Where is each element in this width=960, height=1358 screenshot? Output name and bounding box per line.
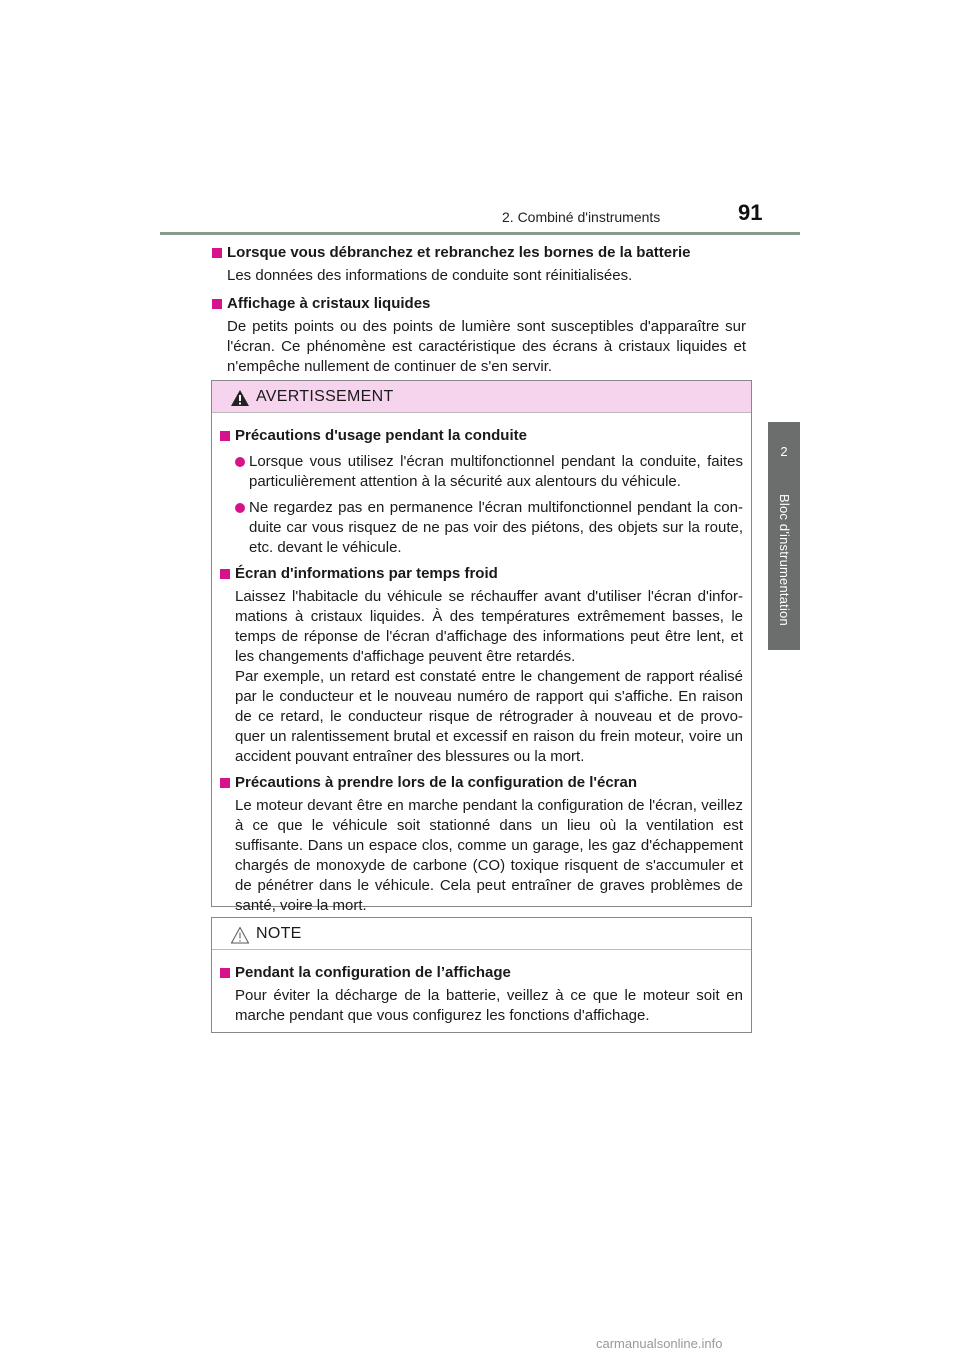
- note-title: NOTE: [256, 925, 302, 942]
- section-heading: [212, 243, 746, 263]
- square-bullet-icon: [212, 299, 222, 309]
- section-heading-text: Lorsque vous débranchez et rebranchez les bornes de la batterie: [227, 244, 691, 261]
- square-bullet-icon: [220, 569, 230, 579]
- warning-triangle-icon: [230, 389, 250, 407]
- warning-box: [211, 380, 752, 914]
- square-bullet-icon: [220, 968, 230, 978]
- warning-heading: [220, 564, 743, 584]
- page-number: 91: [738, 200, 763, 225]
- warning-heading: [220, 426, 743, 446]
- note-body: [212, 950, 751, 1026]
- bullet-text: Lorsque vous utilisez l'écran multifonctionnel pendant la conduite, faites particulièrement attention à la sécurité aux alentours du véhicule.: [249, 453, 743, 490]
- note-text: Pour éviter la décharge de la batterie, veillez à ce que le moteur soit en marche pendant que vous configurez les fonctions d'affichage.: [235, 987, 743, 1024]
- section-text: De petits points ou des points de lumière sont susceptibles d'apparaître sur l'écran. Ce phénomène est caractéristique des écrans à cristaux liquides et n'empêche nullement de continuer de s'en servir.: [227, 318, 746, 375]
- warning-heading-text: Écran d'informations par temps froid: [235, 565, 498, 582]
- chapter-tab-number: 2: [768, 422, 800, 482]
- warning-header: [212, 381, 751, 413]
- square-bullet-icon: [220, 431, 230, 441]
- caution-triangle-icon: [230, 926, 250, 944]
- warning-bullet: [220, 452, 743, 492]
- square-bullet-icon: [212, 248, 222, 258]
- round-bullet-icon: [235, 457, 245, 467]
- section-text: Les données des informations de conduite sont réinitialisées.: [227, 267, 633, 284]
- note-heading: [220, 963, 743, 983]
- warning-text: Le moteur devant être en marche pendant la configuration de l'écran, veillez à ce que le véhicule soit stationné dans un lieu où la ventilation est suffisante. Dans un espace clos, comme un garage, les gaz d'échappement chargés de monoxyde de carbone (CO) toxique risquent de s'accumuler et de pénétrer dans le véhicule. Cela peut entraîner de graves problèmes de santé, voire la mort.: [235, 797, 743, 914]
- note-heading-text: Pendant la configuration de l’affichage: [235, 964, 511, 981]
- bullet-text: Ne regardez pas en permanence l'écran multifonctionnel pendant la con-duite car vous risquez de ne pas voir des piétons, des objets sur la route, etc. devant le véhicule.: [249, 499, 743, 556]
- warning-heading-text: Précautions à prendre lors de la configuration de l'écran: [235, 774, 638, 791]
- warning-heading: [220, 773, 743, 793]
- intro-content: [212, 240, 746, 377]
- watermark-text: carmanualsonline.info: [596, 1336, 723, 1351]
- warning-heading-text: Précautions d'usage pendant la conduite: [235, 427, 527, 444]
- warning-body: [212, 413, 751, 916]
- warning-text: Par exemple, un retard est constaté entre le changement de rapport réalisé par le conducteur et le nouveau numéro de rapport qui s'affiche. En raison de ce retard, le conducteur risque de rétrograder à nouveau et de provo-quer un ralentissement brutal et excessif en raison du frein moteur, voire un accident pouvant entraîner des blessures ou la mort.: [235, 668, 743, 765]
- warning-title: AVERTISSEMENT: [256, 388, 394, 405]
- chapter-tab-label: Bloc d'instrumentation: [777, 494, 792, 626]
- note-header: [212, 918, 751, 950]
- header-divider: [160, 232, 800, 235]
- warning-bullet: [220, 498, 743, 558]
- note-box: [211, 917, 752, 1033]
- section-title: 2. Combiné d'instruments: [502, 209, 661, 225]
- warning-text: Laissez l'habitacle du véhicule se réchauffer avant d'utiliser l'écran d'infor-mations à cristaux liquides. À des températures extrêmement basses, le temps de réponse de l'écran d'affichage des informations peut être lent, et les changements d'affichage peuvent être retardés.: [235, 588, 743, 665]
- section-heading: [212, 294, 746, 314]
- section-heading-text: Affichage à cristaux liquides: [227, 295, 431, 312]
- round-bullet-icon: [235, 503, 245, 513]
- square-bullet-icon: [220, 778, 230, 788]
